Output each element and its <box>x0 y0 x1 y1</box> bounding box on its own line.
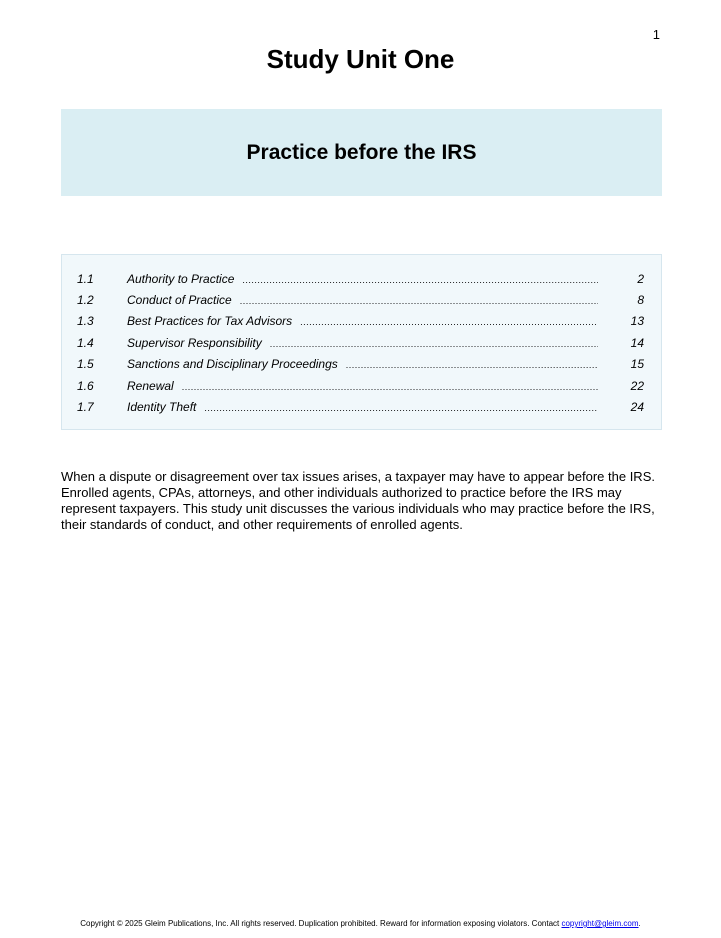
toc-row[interactable] <box>77 293 644 311</box>
toc-number: 1.7 <box>77 400 94 414</box>
toc-title: Identity Theft <box>127 400 197 414</box>
toc-page: 8 <box>637 293 644 307</box>
toc-leader <box>300 317 598 327</box>
toc-title: Best Practices for Tax Advisors <box>127 314 293 328</box>
toc-page: 14 <box>630 336 644 350</box>
toc-leader <box>346 360 598 370</box>
toc-row[interactable] <box>77 314 644 332</box>
toc-number: 1.5 <box>77 357 94 371</box>
copyright-footer <box>0 919 721 928</box>
unit-title: Study Unit One <box>266 44 455 74</box>
toc-title: Authority to Practice <box>127 272 235 286</box>
footer-text: Copyright © 2025 Gleim Publications, Inc. All rights reserved. Duplication prohibited. Reward for information exposing violators. Contact <box>80 919 560 928</box>
toc-leader <box>242 275 598 285</box>
section-banner <box>61 109 662 196</box>
toc-number: 1.4 <box>77 336 94 350</box>
toc-page: 15 <box>630 357 644 371</box>
toc-title: Sanctions and Disciplinary Proceedings <box>127 357 338 371</box>
intro-paragraph: When a dispute or disagreement over tax issues arises, a taxpayer may have to appear before the IRS. Enrolled agents, CPAs, attorneys, and other individuals authorized to practice before the IRS may represent taxpayers. This study unit discusses the various individuals who may practice before the IRS, their standards of conduct, and other requirements of enrolled agents. <box>61 469 655 532</box>
toc-number: 1.3 <box>77 314 94 328</box>
toc-title: Conduct of Practice <box>127 293 232 307</box>
toc-number: 1.6 <box>77 379 94 393</box>
toc-number: 1.1 <box>77 272 94 286</box>
copyright-email-link[interactable]: copyright@gleim.com <box>561 919 639 928</box>
toc-row[interactable] <box>77 357 644 375</box>
toc-row[interactable] <box>77 400 644 418</box>
toc-page: 2 <box>637 272 644 286</box>
toc-title: Supervisor Responsibility <box>127 336 262 350</box>
toc-leader <box>182 382 598 392</box>
toc-row[interactable] <box>77 379 644 397</box>
table-of-contents <box>61 254 662 430</box>
toc-number: 1.2 <box>77 293 94 307</box>
section-title: Practice before the IRS <box>246 140 477 164</box>
footer-end: . <box>638 919 641 928</box>
toc-leader <box>240 296 598 306</box>
toc-page: 24 <box>630 400 644 414</box>
toc-page: 13 <box>630 314 644 328</box>
toc-leader <box>270 339 598 349</box>
toc-title: Renewal <box>127 379 174 393</box>
toc-row[interactable] <box>77 272 644 290</box>
page-number: 1 <box>652 27 660 42</box>
toc-row[interactable] <box>77 336 644 354</box>
toc-leader <box>204 403 598 413</box>
toc-page: 22 <box>630 379 644 393</box>
